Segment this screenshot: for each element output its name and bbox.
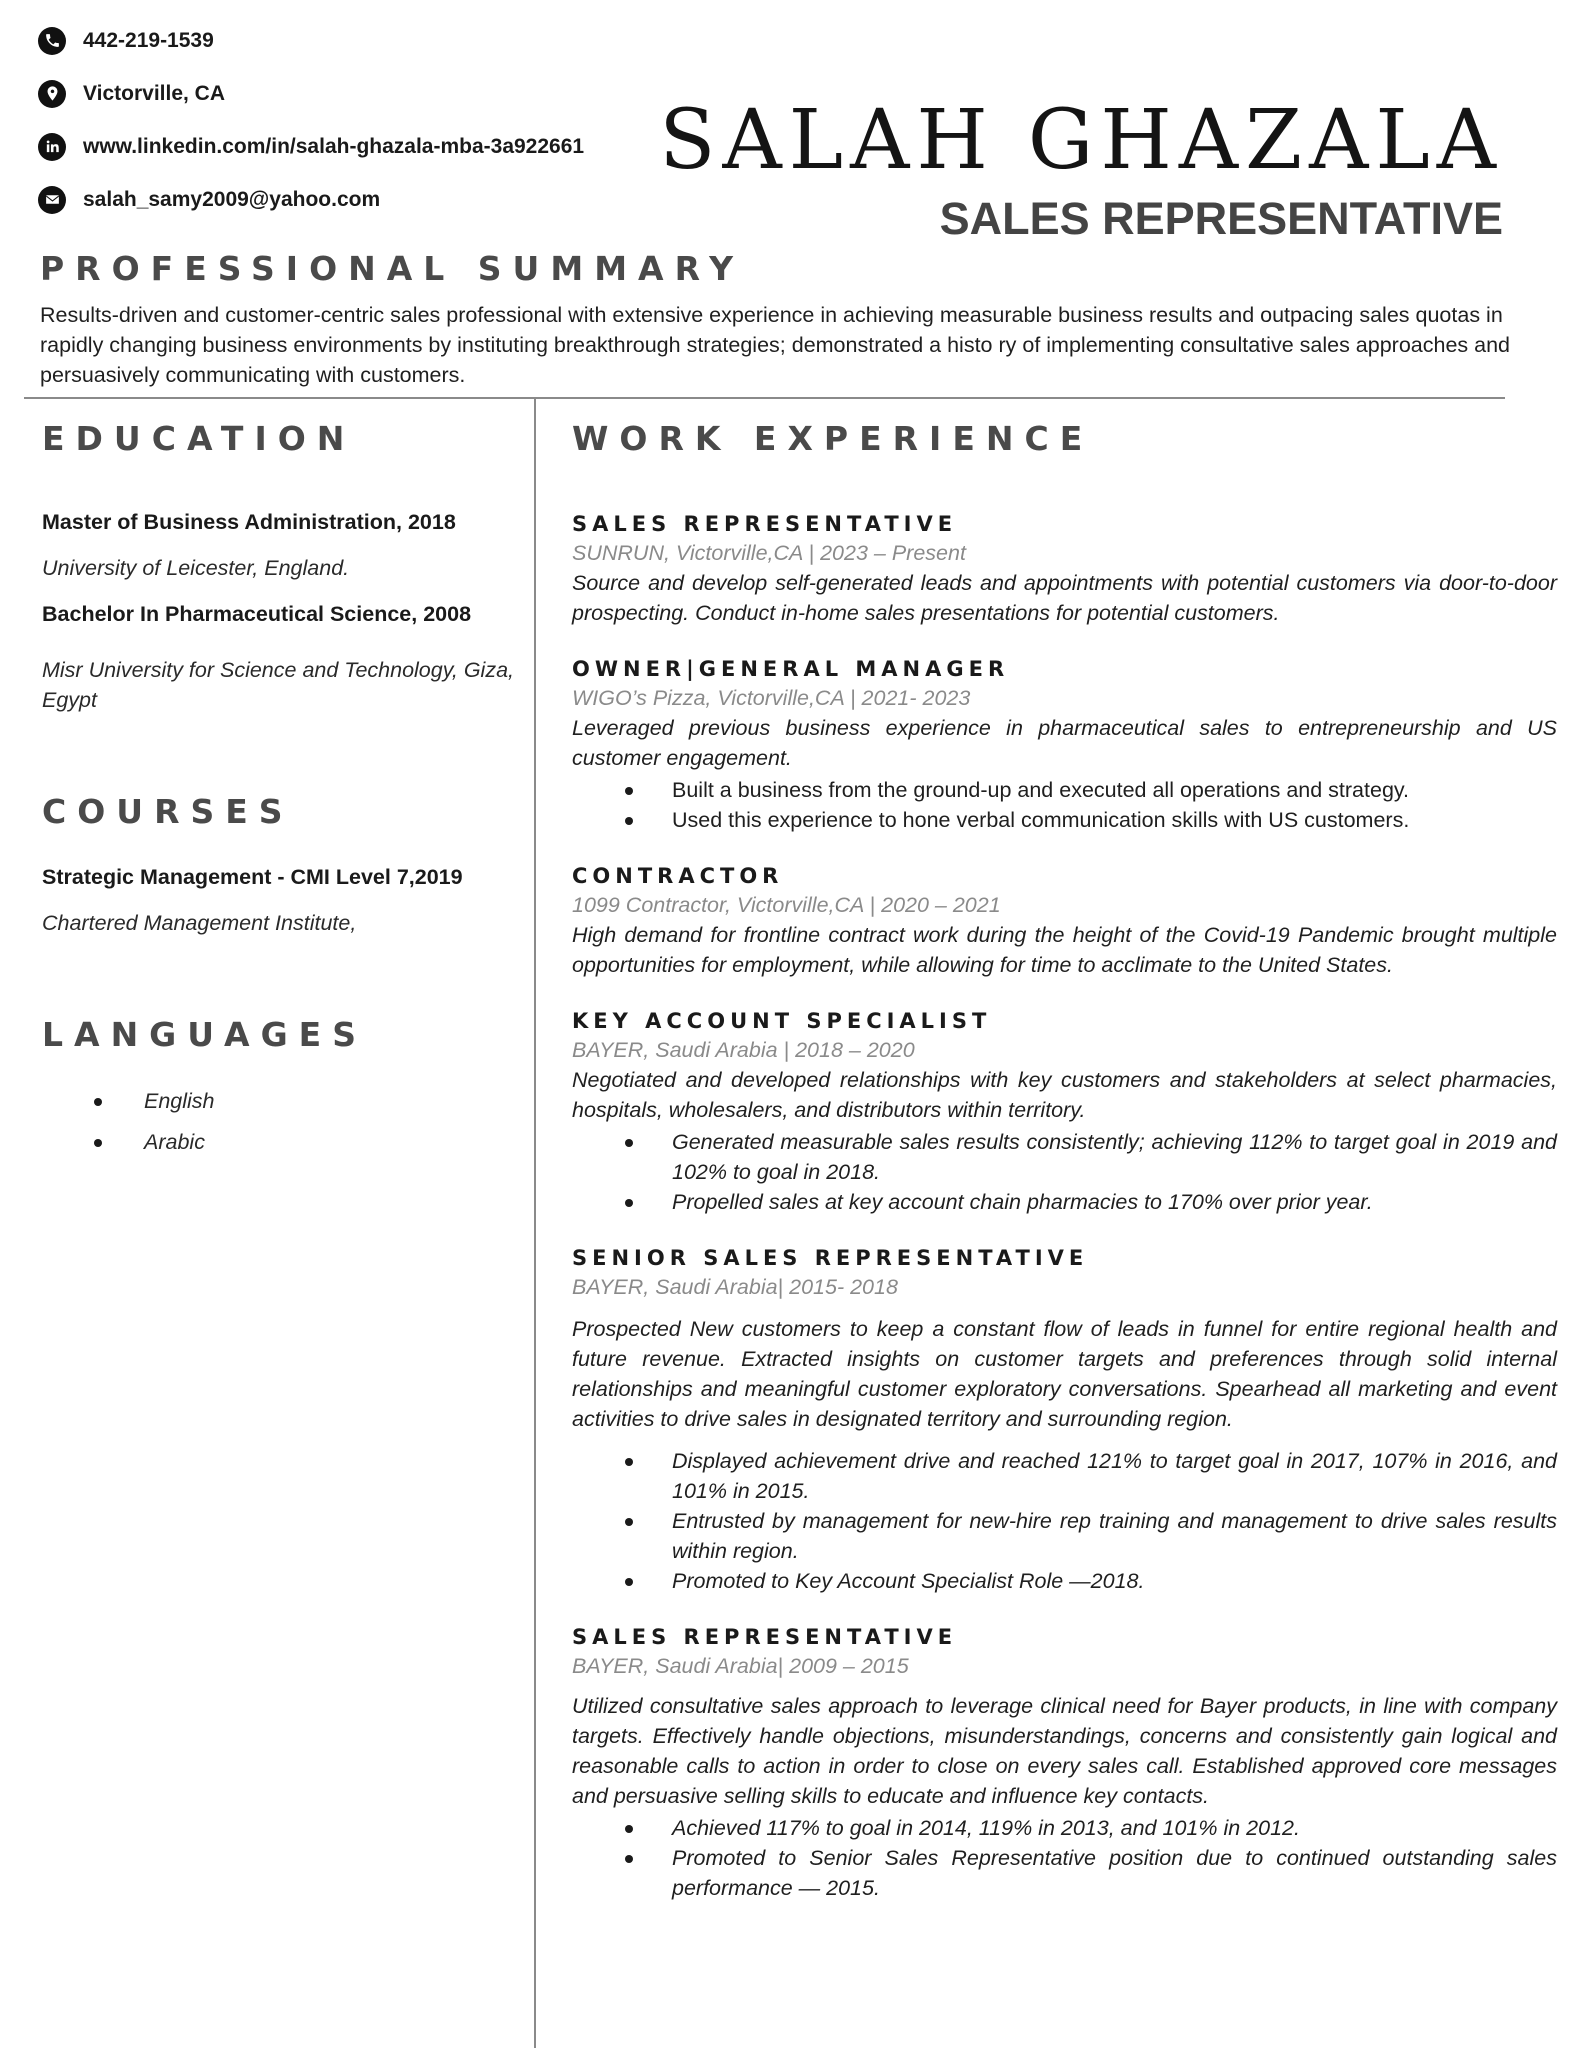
job-description: Source and develop self-generated leads and appointments with potential customers via door-to-door prospecting. Conduct in-home sales presentations for potential customers.: [572, 571, 1557, 625]
right-column: [572, 400, 1557, 1929]
job-meta: BAYER, Saudi Arabia | 2018 – 2020: [572, 1038, 915, 1062]
job-title: SALES REPRESENTATIVE: [572, 512, 958, 536]
work-experience-heading: WORK EXPERIENCE: [572, 419, 1094, 458]
contact-email: [38, 173, 584, 226]
linkedin-icon: [38, 133, 66, 161]
job-description: Utilized consultative sales approach to leverage clinical need for Bayer products, in line with company targets. Effectively handle objections, misunderstandings, concerns and consistently gain logical and reasonable calls to action in order to close on every sales call. Established approved core messages and persuasive selling skills to educate and influence key contacts.: [572, 1694, 1557, 1808]
contact-list: [38, 14, 584, 226]
job-entry: [572, 1006, 1557, 1217]
location-text: Victorville, CA: [83, 81, 225, 105]
courses-heading: COURSES: [42, 792, 294, 831]
job-meta: 1099 Contractor, Victorville,CA | 2020 – 2021: [572, 893, 1001, 917]
job-bullet: Propelled sales at key account chain pharmacies to 170% over prior year.: [572, 1187, 1557, 1217]
job-entry: [572, 861, 1557, 980]
job-bullets: [572, 1127, 1557, 1217]
job-meta: WIGO’s Pizza, Victorville,CA | 2021- 2023: [572, 686, 971, 710]
job-meta: BAYER, Saudi Arabia| 2015- 2018: [572, 1275, 898, 1299]
job-bullets: [572, 775, 1557, 835]
candidate-title: SALES REPRESENTATIVE: [939, 193, 1503, 244]
job-description: Leveraged previous business experience in pharmaceutical sales to entrepreneurship and US customer engagement.: [572, 716, 1557, 770]
degree-title: Master of Business Administration, 2018: [42, 510, 456, 534]
education-heading: EDUCATION: [42, 419, 356, 458]
left-column: [42, 400, 522, 1163]
job-bullet: Generated measurable sales results consistently; achieving 112% to target goal in 2019 and 102% to goal in 2018.: [572, 1127, 1557, 1187]
summary-text: Results-driven and customer-centric sales professional with extensive experience in achieving measurable business results and outpacing sales quotas in rapidly changing business environments by instituting breakthrough strategies; demonstrated a histo ry of implementing consultative sales approaches and persuasively communicating with customers.: [40, 303, 1510, 387]
school-name: Misr University for Science and Technology, Giza, Egypt: [42, 658, 515, 712]
languages-heading: LANGUAGES: [42, 1015, 367, 1054]
job-description: High demand for frontline contract work during the height of the Covid-19 Pandemic brought multiple opportunities for employment, while allowing for time to acclimate to the United States.: [572, 923, 1557, 977]
job-bullet: Achieved 117% to goal in 2014, 119% in 2013, and 101% in 2012.: [572, 1813, 1557, 1843]
email-link[interactable]: salah_samy2009@yahoo.com: [83, 187, 381, 211]
job-entry: [572, 1243, 1557, 1596]
location-pin-icon: [38, 80, 66, 108]
language-item: Arabic: [94, 1122, 522, 1163]
job-title: SENIOR SALES REPRESENTATIVE: [572, 1246, 1089, 1270]
job-meta: BAYER, Saudi Arabia| 2009 – 2015: [572, 1654, 909, 1678]
horizontal-divider: [24, 397, 1505, 399]
linkedin-link[interactable]: www.linkedin.com/in/salah-ghazala-mba-3a922661: [83, 134, 585, 158]
job-title: CONTRACTOR: [572, 864, 784, 888]
summary-heading: PROFESSIONAL SUMMARY: [40, 249, 745, 288]
job-title: SALES REPRESENTATIVE: [572, 1625, 958, 1649]
job-bullets: [572, 1446, 1557, 1596]
job-bullet: Used this experience to hone verbal communication skills with US customers.: [572, 805, 1557, 835]
course-institution: Chartered Management Institute,: [42, 911, 357, 935]
job-title: OWNER|GENERAL MANAGER: [572, 657, 1010, 681]
phone-icon: [38, 27, 66, 55]
language-item: English: [94, 1081, 522, 1122]
job-entry: [572, 509, 1557, 628]
job-bullet: Entrusted by management for new-hire rep training and management to drive sales results within region.: [572, 1506, 1557, 1566]
job-description: Negotiated and developed relationships with key customers and stakeholders at select pharmacies, hospitals, wholesalers, and distributors within territory.: [572, 1068, 1557, 1122]
email-icon: [38, 186, 66, 214]
languages-list: [94, 1081, 522, 1163]
vertical-divider: [534, 398, 536, 2048]
job-entry: [572, 1622, 1557, 1903]
job-title: KEY ACCOUNT SPECIALIST: [572, 1009, 992, 1033]
job-bullet: Displayed achievement drive and reached 121% to target goal in 2017, 107% in 2016, and 101% in 2015.: [572, 1446, 1557, 1506]
phone-number: 442-219-1539: [83, 28, 214, 52]
job-bullet: Promoted to Senior Sales Representative position due to continued outstanding sales performance — 2015.: [572, 1843, 1557, 1903]
job-bullet: Built a business from the ground-up and executed all operations and strategy.: [572, 775, 1557, 805]
contact-location: [38, 67, 584, 120]
degree-title: Bachelor In Pharmaceutical Science, 2008: [42, 602, 472, 626]
job-meta: SUNRUN, Victorville,CA | 2023 – Present: [572, 541, 966, 565]
school-name: University of Leicester, England.: [42, 556, 350, 580]
job-description: Prospected New customers to keep a constant flow of leads in funnel for entire regional health and future revenue. Extracted insights on customer targets and preferences through solid internal relationships and meaningful customer exploratory conversations. Spearhead all marketing and event activities to drive sales in designated territory and surrounding region.: [572, 1317, 1557, 1431]
job-entry: [572, 654, 1557, 835]
course-name: Strategic Management - CMI Level 7,2019: [42, 865, 463, 889]
contact-linkedin: [38, 120, 584, 173]
job-bullets: [572, 1813, 1557, 1903]
contact-phone: [38, 14, 584, 67]
job-bullet: Promoted to Key Account Specialist Role —2018.: [572, 1566, 1557, 1596]
candidate-name: SALAH GHAZALA: [659, 93, 1503, 188]
